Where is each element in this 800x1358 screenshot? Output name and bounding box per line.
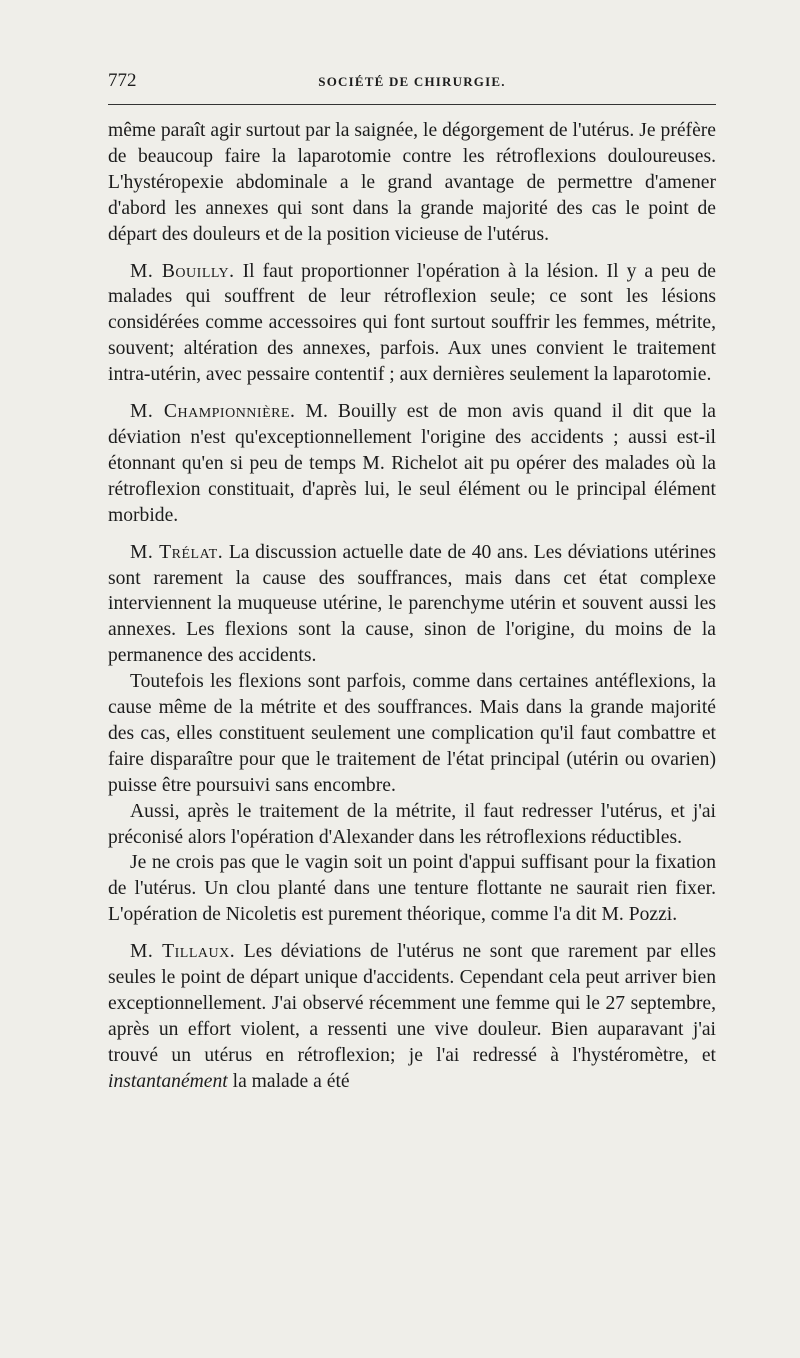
- paragraph-1: [108, 118, 716, 248]
- paragraph-bouilly: [108, 259, 716, 389]
- paragraph-trelat-2: [108, 669, 716, 799]
- speaker-name: M. Trélat.: [130, 541, 224, 563]
- paragraph-text: Il faut proportionner l'opération à la lésion. Il y a peu de malades qui souffrent de leur rétroflexion seule; ce sont les lésions considérées comme accessoires qui font surtout souffrir les femmes, métrite, souvent; altération des annexes, parfois. Aux unes convient le traitement intra-utérin, avec pessaire contentif ; aux dernières seulement la laparotomie.: [108, 260, 716, 386]
- header-rule: [108, 104, 716, 105]
- paragraph-text: Les déviations de l'utérus ne sont que rarement par elles seules le point de départ unique d'accidents. Cependant cela peut arriver bien exceptionnellement. J'ai observé récemment une femme qui le 27 septembre, après un effort violent, a ressenti une vive douleur. Bien auparavant j'ai trouvé un utérus en rétroflexion; je l'ai redressé à l'hystéromètre, et: [108, 941, 716, 1066]
- paragraph-championniere: [108, 399, 716, 529]
- paragraph-text: Aussi, après le traitement de la métrite, il faut redresser l'utérus, et j'ai préconisé alors l'opération d'Alexander dans les rétroflexions réductibles.: [108, 800, 716, 848]
- paragraph-text: La discussion actuelle date de 40 ans. Les déviations utérines sont rarement la cause des souffrances, mais dans cet état complexe interviennent la muqueuse utérine, le parenchyme utérin et souvent aussi les annexes. Les flexions sont la cause, sinon de l'origine, du moins de la permanence des accidents.: [108, 541, 716, 667]
- paragraph-trelat: [108, 540, 716, 670]
- page-header: [108, 70, 716, 94]
- speaker-name: M. Bouilly.: [130, 260, 235, 282]
- paragraph-text: même paraît agir surtout par la saignée, le dégorgement de l'utérus. Je préfère de beaucoup faire la laparotomie contre les rétroflexions douloureuses. L'hystéropexie abdominale a le grand avantage de permettre d'amener d'abord les annexes qui sont dans la grande majorité des cas le point de départ des douleurs et de la position vicieuse de l'utérus.: [108, 120, 716, 245]
- paragraph-tillaux: [108, 939, 716, 1094]
- paragraph-text: Toutefois les flexions sont parfois, comme dans certaines antéflexions, la cause même de la métrite et des souffrances. Mais dans la grande majorité des cas, elles constituent seulement une complication qu'il faut combattre et faire disparaître pour que le traitement de l'état principal (utérin ou ovarien) puisse être poursuivi sans encombre.: [108, 671, 716, 796]
- running-title: SOCIÉTÉ DE CHIRURGIE.: [318, 74, 506, 89]
- speaker-name: M. Tillaux.: [130, 941, 236, 963]
- body-text: [108, 118, 716, 1095]
- paragraph-trelat-3: [108, 799, 716, 851]
- paragraph-text-end: la malade a été: [232, 1070, 350, 1092]
- paragraph-text: M. Bouilly est de mon avis quand il dit que la déviation n'est qu'exceptionnellement l'origine des accidents ; aussi est-il étonnant qu'en si peu de temps M. Richelot ait pu opérer des malades où la rétroflexion constituait, d'après lui, le seul élément ou le principal élément morbide.: [108, 401, 716, 526]
- paragraph-trelat-4: [108, 850, 716, 928]
- speaker-name: M. Championnière.: [130, 401, 296, 423]
- paragraph-text: Je ne crois pas que le vagin soit un point d'appui suffisant pour la fixation de l'utérus. Un clou planté dans une tenture flottante ne saurait rien fixer. L'opération de Nicoletis est purement théorique, comme l'a dit M. Pozzi.: [108, 852, 716, 926]
- emphasis-text: instantanément: [108, 1070, 228, 1092]
- page-number: 772: [108, 70, 137, 91]
